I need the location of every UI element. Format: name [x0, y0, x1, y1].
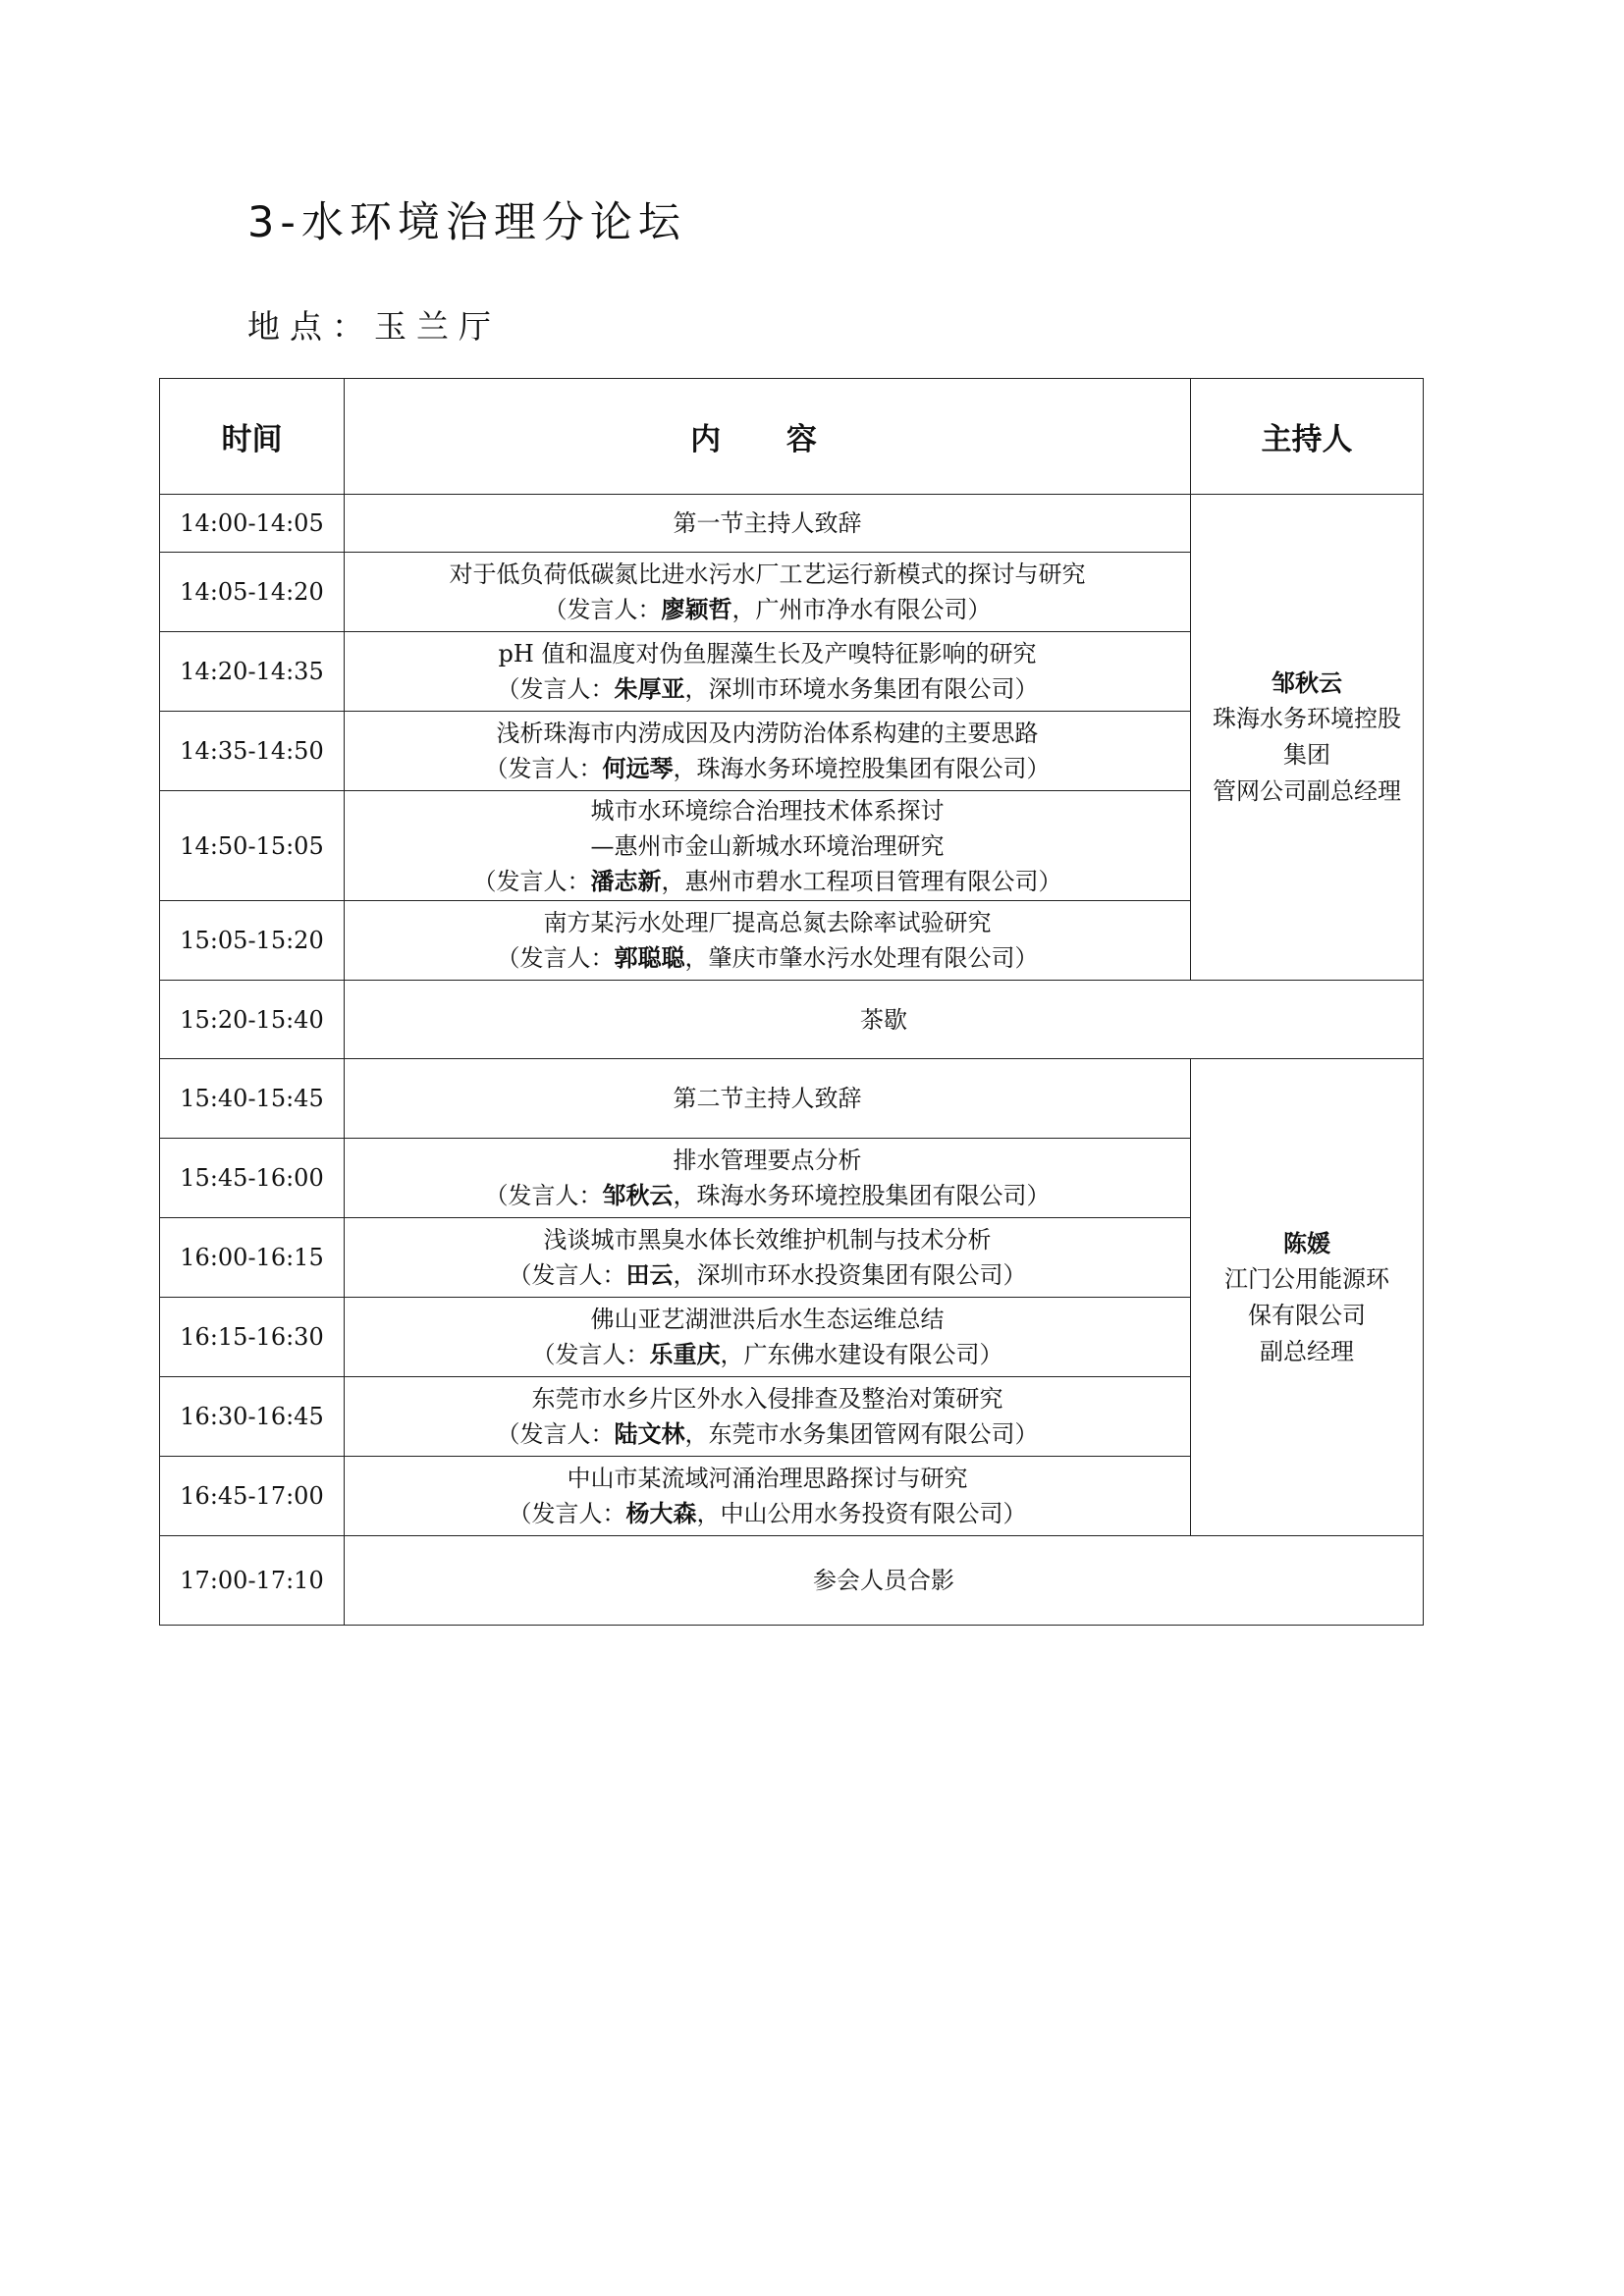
time-cell: 17:00-17:10 — [160, 1536, 345, 1626]
header-content-label: 内 容 — [690, 422, 844, 457]
host-title-line: 副总经理 — [1260, 1337, 1354, 1365]
content-cell — [345, 1377, 1191, 1457]
talk-title: 排水管理要点分析 — [673, 1147, 862, 1174]
time-cell: 15:45-16:00 — [160, 1139, 345, 1218]
speaker-org: ，中山公用水务投资有限公司） — [696, 1500, 1027, 1527]
time-cell: 14:05-14:20 — [160, 553, 345, 632]
time-cell: 16:15-16:30 — [160, 1298, 345, 1377]
speaker-prefix: （发言人： — [531, 1341, 650, 1368]
speaker-line — [345, 592, 1190, 627]
speaker-line — [345, 1416, 1190, 1452]
header-content — [345, 379, 1191, 495]
speaker-prefix: （发言人： — [484, 755, 603, 782]
table-row — [160, 495, 1424, 553]
header-time: 时间 — [160, 379, 345, 495]
speaker-org: ，惠州市碧水工程项目管理有限公司） — [661, 867, 1062, 895]
location-label: 地点：玉兰厅 — [247, 307, 501, 346]
speaker-prefix: （发言人： — [508, 1261, 626, 1289]
time-cell: 15:05-15:20 — [160, 901, 345, 981]
content-cell — [345, 1059, 1191, 1139]
time-cell: 14:50-15:05 — [160, 791, 345, 901]
table-header-row — [160, 379, 1424, 495]
speaker-org: ，深圳市环水投资集团有限公司） — [673, 1261, 1027, 1289]
speaker-org: ，珠海水务环境控股集团有限公司） — [673, 755, 1051, 782]
content-cell — [345, 1218, 1191, 1298]
agenda-table — [159, 378, 1424, 1626]
host-title-line: 管网公司副总经理 — [1213, 777, 1401, 805]
time-cell: 15:20-15:40 — [160, 981, 345, 1059]
talk-title: pH 值和温度对伪鱼腥藻生长及产嗅特征影响的研究 — [498, 640, 1037, 667]
speaker-prefix: （发言人： — [496, 675, 615, 703]
speaker-name: 朱厚亚 — [614, 674, 685, 703]
table-row-tea-break — [160, 981, 1424, 1059]
content-cell — [345, 495, 1191, 553]
content-cell — [345, 1139, 1191, 1218]
speaker-org: ，深圳市环境水务集团有限公司） — [684, 675, 1039, 703]
speaker-line — [345, 940, 1190, 976]
time-cell: 14:00-14:05 — [160, 495, 345, 553]
host-name: 邹秋云 — [1272, 668, 1342, 697]
host-title-line: 珠海水务环境控股 — [1213, 705, 1401, 732]
speaker-name: 杨大森 — [625, 1499, 697, 1527]
speaker-line — [345, 864, 1190, 899]
talk-title: 南方某污水处理厂提高总氮去除率试验研究 — [543, 909, 992, 936]
talk-title: 中山市某流域河涌治理思路探讨与研究 — [567, 1465, 968, 1492]
speaker-prefix: （发言人： — [484, 1182, 603, 1209]
table-row — [160, 1059, 1424, 1139]
speaker-prefix: （发言人： — [508, 1500, 626, 1527]
time-cell: 14:35-14:50 — [160, 712, 345, 791]
closing-cell: 参会人员合影 — [345, 1536, 1424, 1626]
speaker-line — [345, 1178, 1190, 1213]
time-cell: 16:45-17:00 — [160, 1457, 345, 1536]
talk-title: 对于低负荷低碳氮比进水污水厂工艺运行新模式的探讨与研究 — [449, 561, 1086, 588]
content-cell — [345, 1298, 1191, 1377]
content-cell — [345, 1457, 1191, 1536]
speaker-prefix: （发言人： — [496, 1420, 615, 1448]
speaker-name: 邹秋云 — [602, 1181, 674, 1209]
tea-break-cell: 茶歇 — [345, 981, 1424, 1059]
talk-title: 第一节主持人致辞 — [673, 509, 862, 537]
talk-subtitle: —惠州市金山新城水环境治理研究 — [590, 831, 945, 860]
page-title: 3-水环境治理分论坛 — [247, 198, 686, 247]
speaker-org: ，广州市净水有限公司） — [731, 596, 992, 623]
table-row-closing — [160, 1536, 1424, 1626]
speaker-org: ，东莞市水务集团管网有限公司） — [684, 1420, 1039, 1448]
host-cell-section2 — [1191, 1059, 1424, 1536]
speaker-name: 何远琴 — [602, 754, 674, 782]
talk-title: 第二节主持人致辞 — [673, 1085, 862, 1112]
speaker-name: 郭聪聪 — [614, 943, 685, 972]
speaker-line — [345, 751, 1190, 786]
host-cell-section1 — [1191, 495, 1424, 981]
speaker-name: 乐重庆 — [649, 1340, 721, 1368]
time-cell: 14:20-14:35 — [160, 632, 345, 712]
speaker-name: 陆文林 — [614, 1419, 685, 1448]
talk-title: 浅谈城市黑臭水体长效维护机制与技术分析 — [543, 1226, 992, 1254]
speaker-name: 田云 — [625, 1260, 674, 1289]
host-title-line: 江门公用能源环 — [1224, 1264, 1389, 1293]
talk-title: 城市水环境综合治理技术体系探讨 — [590, 796, 945, 825]
speaker-prefix: （发言人： — [472, 867, 591, 895]
speaker-prefix: （发言人： — [496, 944, 615, 972]
host-title-line: 集团 — [1283, 741, 1330, 769]
speaker-name: 廖颖哲 — [661, 595, 732, 623]
time-cell: 16:30-16:45 — [160, 1377, 345, 1457]
host-title-line: 保有限公司 — [1248, 1301, 1366, 1329]
content-cell — [345, 553, 1191, 632]
speaker-line — [345, 1337, 1190, 1372]
speaker-org: ，珠海水务环境控股集团有限公司） — [673, 1182, 1051, 1209]
speaker-org: ，广东佛水建设有限公司） — [720, 1341, 1003, 1368]
header-host: 主持人 — [1191, 379, 1424, 495]
content-cell — [345, 901, 1191, 981]
talk-title: 浅析珠海市内涝成因及内涝防治体系构建的主要思路 — [496, 720, 1039, 747]
speaker-prefix: （发言人： — [543, 596, 662, 623]
time-cell: 15:40-15:45 — [160, 1059, 345, 1139]
speaker-line — [345, 671, 1190, 707]
speaker-org: ，肇庆市肇水污水处理有限公司） — [684, 944, 1039, 972]
speaker-name: 潘志新 — [590, 866, 662, 895]
talk-title: 东莞市水乡片区外水入侵排查及整治对策研究 — [531, 1385, 1003, 1413]
speaker-line — [345, 1257, 1190, 1293]
content-cell — [345, 791, 1191, 901]
content-cell — [345, 712, 1191, 791]
talk-title: 佛山亚艺湖泄洪后水生态运维总结 — [590, 1306, 945, 1333]
host-name: 陈媛 — [1283, 1228, 1330, 1257]
content-cell — [345, 632, 1191, 712]
time-cell: 16:00-16:15 — [160, 1218, 345, 1298]
speaker-line — [345, 1496, 1190, 1531]
